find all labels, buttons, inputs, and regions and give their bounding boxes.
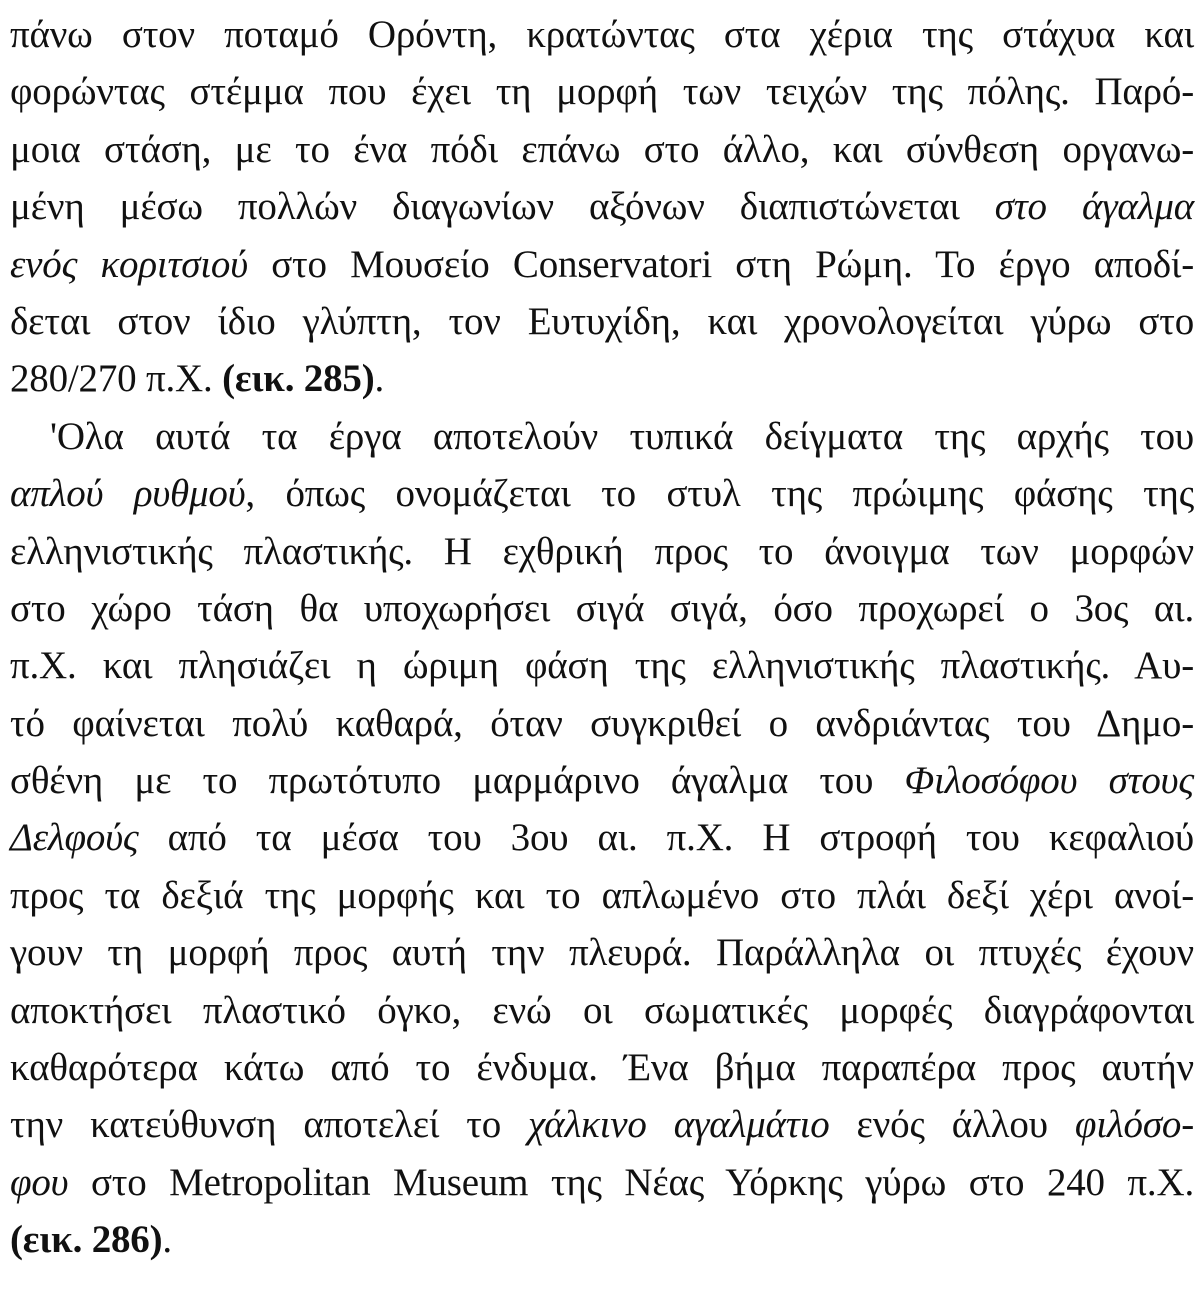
text-line bbox=[10, 293, 1194, 350]
figure-reference: (εικ. 285) bbox=[222, 357, 375, 401]
text-line bbox=[10, 236, 1194, 293]
text-run: καθαρότερα κάτω από το ένδυμα. Ένα βήμα παραπέρα προς αυτήν bbox=[10, 1046, 1194, 1090]
text-run: σθένη με το πρωτότυπο μαρμάρινο άγαλμα του bbox=[10, 759, 905, 803]
text-run: ενός άλλου bbox=[829, 1103, 1075, 1147]
text-run: γουν τη μορφή προς αυτή την πλευρά. Παράλληλα οι πτυχές έχουν bbox=[10, 931, 1194, 975]
text-run: την κατεύθυνση αποτελεί το bbox=[10, 1103, 529, 1147]
italic-text: Δελφούς bbox=[10, 816, 139, 860]
text-line bbox=[10, 63, 1194, 120]
text-run: ελληνιστικής πλαστικής. Η εχθρική προς το άνοιγμα των μορφών bbox=[10, 529, 1194, 573]
text-line bbox=[10, 809, 1194, 866]
text-run: δεται στον ίδιο γλύπτη, τον Ευτυχίδη, και χρονολογείται γύρω στο bbox=[10, 299, 1194, 343]
text-line bbox=[10, 752, 1194, 809]
text-line bbox=[10, 580, 1194, 637]
text-line bbox=[10, 6, 1194, 63]
italic-text: χάλκινο αγαλμάτιο bbox=[528, 1103, 830, 1147]
italic-text: Φιλοσόφου στους bbox=[904, 759, 1194, 803]
text-run: προς τα δεξιά της μορφής και το απλωμένο στο πλάι δεξί χέρι ανοί- bbox=[10, 873, 1194, 917]
text-run: πάνω στον ποταμό Ορόντη, κρατώντας στα χέρια της στάχυα και bbox=[10, 13, 1194, 56]
text-line bbox=[10, 465, 1194, 522]
text-line bbox=[10, 637, 1194, 694]
text-run: 'Ολα αυτά τα έργα αποτελούν τυπικά δείγματα της αρχής του bbox=[50, 414, 1194, 458]
body-text bbox=[10, 6, 1194, 1269]
text-run: στο Μουσείο Conservatori στη Ρώμη. Το έργο αποδί- bbox=[247, 242, 1194, 286]
italic-text: απλού ρυθμού bbox=[10, 472, 246, 516]
text-run: στο Metropolitan Museum της Νέας Υόρκης γύρω στο 240 π.Χ. bbox=[68, 1160, 1194, 1204]
italic-text: φου bbox=[10, 1160, 69, 1204]
text-run: . bbox=[162, 1218, 172, 1262]
figure-reference: (εικ. 286) bbox=[10, 1218, 163, 1262]
text-line bbox=[10, 1039, 1194, 1096]
text-run: από τα μέσα του 3ου αι. π.Χ. Η στροφή του κεφαλιού bbox=[138, 816, 1194, 860]
text-line bbox=[10, 1211, 1194, 1268]
text-line bbox=[10, 350, 1194, 407]
text-line bbox=[10, 408, 1194, 465]
text-run: 280/270 π.Χ. bbox=[10, 357, 223, 401]
text-line bbox=[10, 695, 1194, 752]
text-run: αποκτήσει πλαστικό όγκο, ενώ οι σωματικές μορφές διαγράφονται bbox=[10, 988, 1194, 1032]
text-line bbox=[10, 924, 1194, 981]
text-run: μοια στάση, με το ένα πόδι επάνω στο άλλο, και σύνθεση οργανω- bbox=[10, 127, 1194, 171]
text-line bbox=[10, 1154, 1194, 1211]
text-line bbox=[10, 982, 1194, 1039]
text-line bbox=[10, 867, 1194, 924]
italic-text: φιλόσο- bbox=[1074, 1103, 1194, 1147]
text-line bbox=[10, 121, 1194, 178]
text-run: φορώντας στέμμα που έχει τη μορφή των τειχών της πόλης. Παρό- bbox=[10, 70, 1194, 114]
text-line bbox=[10, 523, 1194, 580]
text-run: στο χώρο τάση θα υποχωρήσει σιγά σιγά, όσο προχωρεί ο 3ος αι. bbox=[10, 586, 1194, 630]
italic-text: ενός κοριτσιού bbox=[10, 242, 248, 286]
text-run: μένη μέσω πολλών διαγωνίων αξόνων διαπιστώνεται bbox=[10, 185, 995, 229]
text-run: π.Χ. και πλησιάζει η ώριμη φάση της ελληνιστικής πλαστικής. Αυ- bbox=[10, 644, 1194, 688]
text-run: τό φαίνεται πολύ καθαρά, όταν συγκριθεί ο ανδριάντας του Δημο- bbox=[10, 701, 1194, 745]
text-line bbox=[10, 1096, 1194, 1153]
text-line bbox=[10, 178, 1194, 235]
italic-text: στο άγαλμα bbox=[994, 185, 1194, 229]
text-run: . bbox=[374, 357, 385, 401]
text-run: , όπως ονομάζεται το στυλ της πρώιμης φάσης της bbox=[245, 472, 1194, 516]
